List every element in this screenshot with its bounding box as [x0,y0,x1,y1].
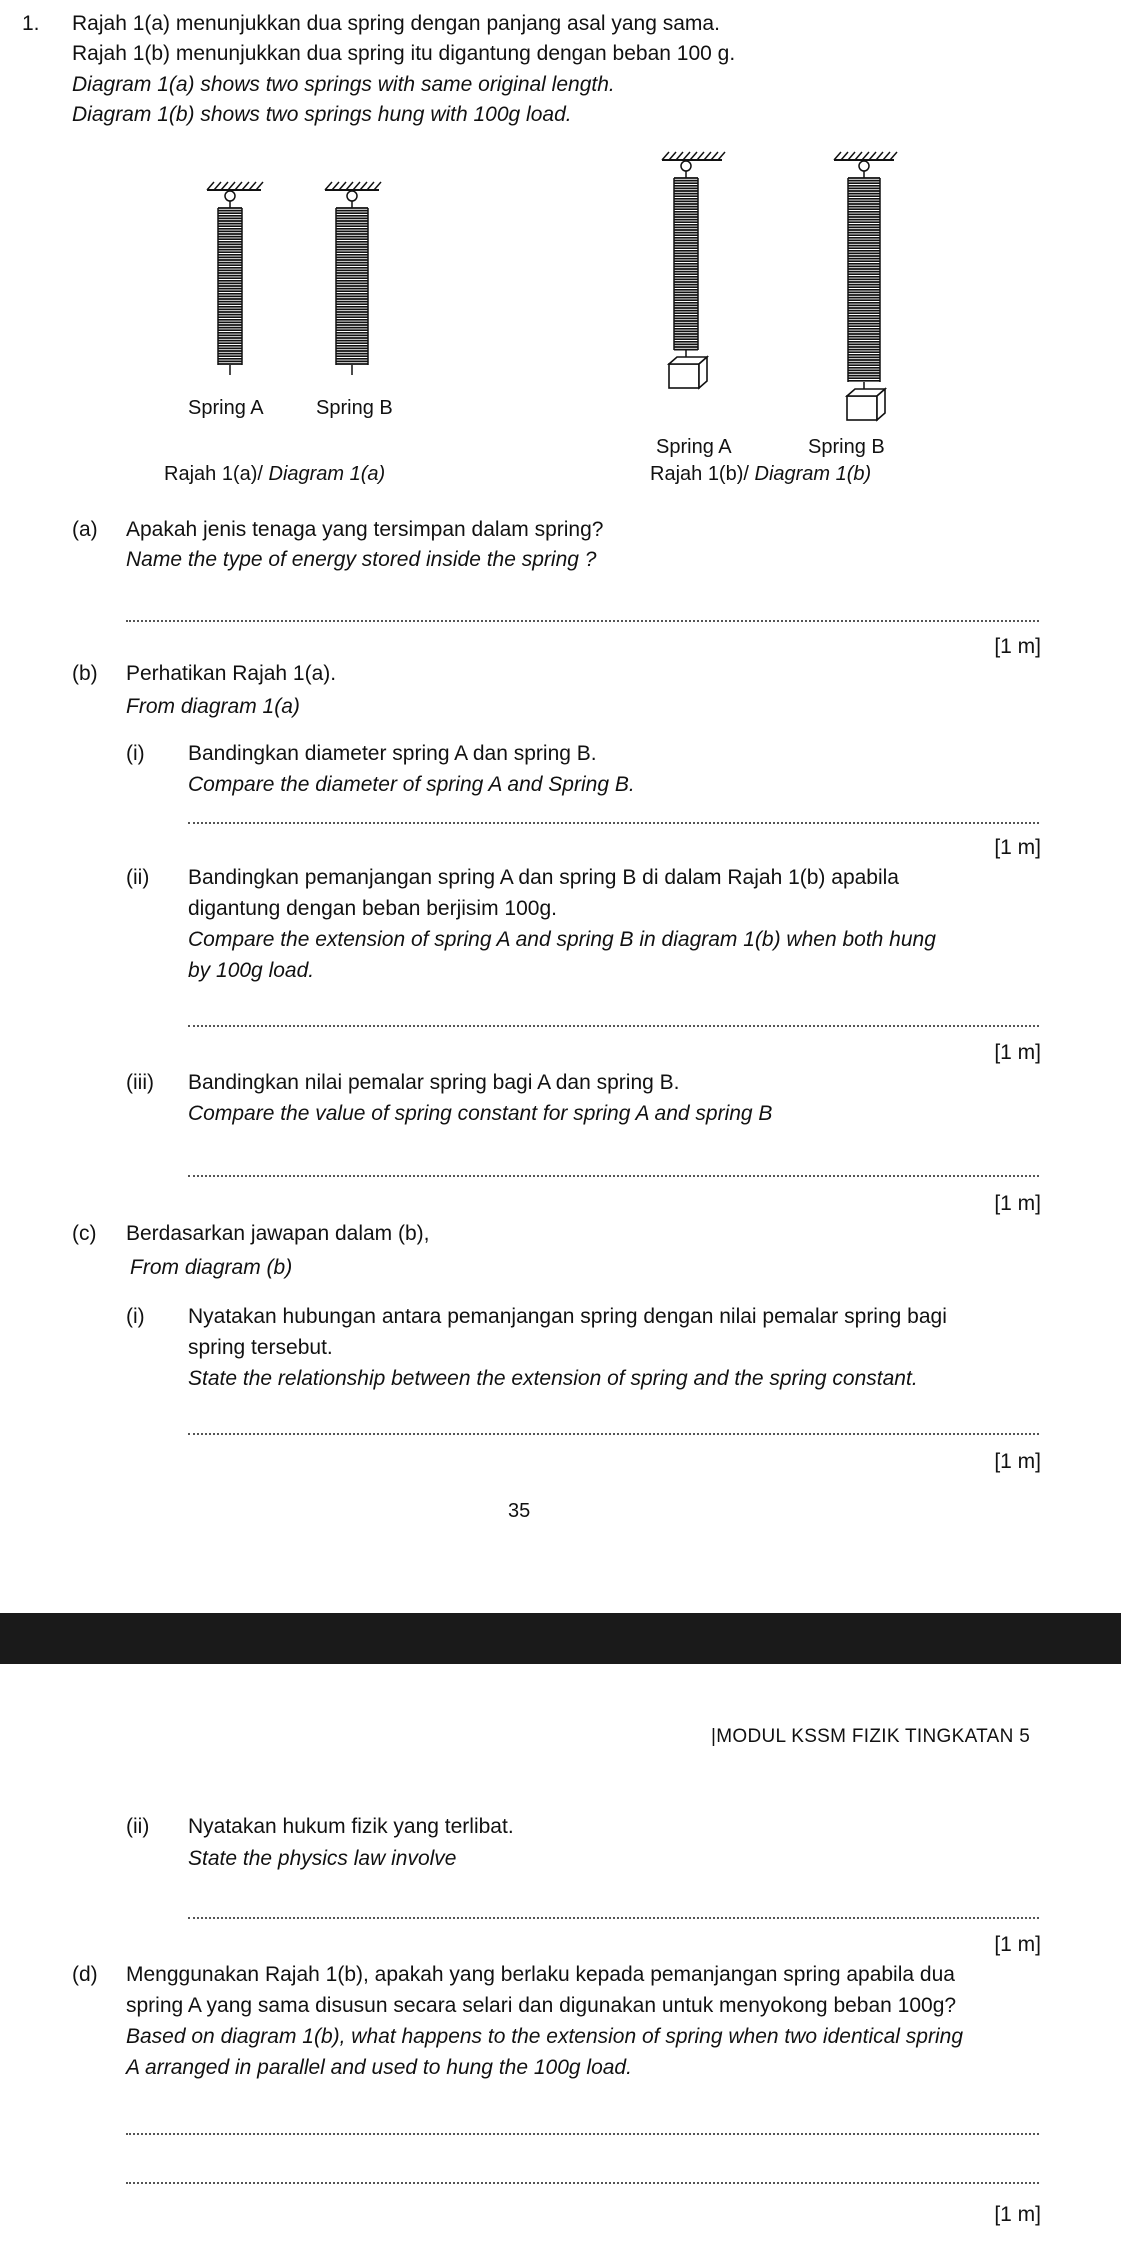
part-d-label: (d) [72,1963,98,1986]
intro-en-line1: Diagram 1(a) shows two springs with same original length. [72,73,615,96]
ceiling-1a-spring-b [325,182,381,190]
part-c-i-marks: [1 m] [994,1450,1041,1473]
intro-ms-line1: Rajah 1(a) menunjukkan dua spring dengan panjang asal yang sama. [72,12,720,35]
diagram-1b-caption-ms: Rajah 1(b)/ [650,463,749,485]
diagram-1a-spring-b [336,191,368,375]
diagram-1b-caption-en: Diagram 1(b) [754,463,872,485]
part-c-i-ms-line1: Nyatakan hubungan antara pemanjangan spring dengan nilai pemalar spring bagi [188,1305,947,1328]
ceiling-1b-spring-b [834,152,897,160]
load-100g [669,357,707,388]
part-b-iii-label: (iii) [126,1071,154,1094]
part-b-ii-ms-line1: Bandingkan pemanjangan spring A dan spring B di dalam Rajah 1(b) apabila [188,866,899,889]
part-a-en: Name the type of energy stored inside the spring ? [126,548,597,571]
part-a-marks: [1 m] [994,635,1041,658]
part-d-answer-line-1[interactable] [126,2133,1039,2135]
part-d-ms-line1: Menggunakan Rajah 1(b), apakah yang berlaku kepada pemanjangan spring apabila dua [126,1963,955,1986]
part-b-ii-marks: [1 m] [994,1041,1041,1064]
diagram-1b-spring-b [847,161,885,420]
part-d-en-line2: A arranged in parallel and used to hung the 100g load. [126,2056,632,2079]
ceiling-1a-spring-a [207,182,263,190]
part-b-label: (b) [72,662,98,685]
part-d-answer-line-2[interactable] [126,2182,1039,2184]
part-b-ii-label: (ii) [126,866,150,889]
part-b-i-marks: [1 m] [994,836,1041,859]
diagram-1b-springs [662,152,897,420]
part-b-iii-marks: [1 m] [994,1192,1041,1215]
intro-en-line2: Diagram 1(b) shows two springs hung with 100g load. [72,103,572,126]
part-c-ii-ms: Nyatakan hukum fizik yang terlibat. [188,1815,514,1838]
part-c-ii-marks: [1 m] [994,1933,1041,1956]
part-b-en: From diagram 1(a) [126,695,300,718]
part-a-answer-line[interactable] [126,620,1039,622]
part-b-i-label: (i) [126,742,145,765]
diagram-1a-spring-b-label: Spring B [316,397,393,419]
diagram-1a-spring-a [218,191,242,375]
part-b-iii-answer-line[interactable] [188,1175,1039,1177]
part-c-i-ms-line2: spring tersebut. [188,1336,333,1359]
diagram-1a-figure [0,0,1121,480]
diagram-1a-caption-en: Diagram 1(a) [268,463,386,485]
page-number: 35 [508,1500,531,1522]
ceiling-1b-spring-a [662,152,725,160]
part-b-ii-ms-line2: digantung dengan beban berjisim 100g. [188,897,557,920]
part-b-i-answer-line[interactable] [188,822,1039,824]
diagram-1a-springs [207,182,381,375]
part-c-i-en: State the relationship between the extension of spring and the spring constant. [188,1367,918,1390]
part-d-en-line1: Based on diagram 1(b), what happens to the extension of spring when two identical spring [126,2025,964,2048]
part-d-marks: [1 m] [994,2203,1041,2226]
part-a-ms: Apakah jenis tenaga yang tersimpan dalam spring? [126,518,604,541]
intro-ms-line2: Rajah 1(b) menunjukkan dua spring itu digantung dengan beban 100 g. [72,42,736,65]
part-c-i-label: (i) [126,1305,145,1328]
diagram-1a-caption [164,463,385,486]
part-c-label: (c) [72,1222,97,1245]
part-c-ii-label: (ii) [126,1815,150,1838]
part-b-i-en: Compare the diameter of spring A and Spring B. [188,773,635,796]
part-b-ii-en-line1: Compare the extension of spring A and spring B in diagram 1(b) when both hung [188,928,936,951]
diagram-1b-spring-b-label: Spring B [808,436,885,458]
question-number: 1. [22,12,40,35]
diagram-1b-spring-a [669,161,707,388]
part-b-iii-en: Compare the value of spring constant for spring A and spring B [188,1102,773,1125]
part-b-ii-answer-line[interactable] [188,1025,1039,1027]
part-b-i-ms: Bandingkan diameter spring A dan spring B. [188,742,597,765]
diagram-1b-spring-a-label: Spring A [656,436,732,458]
diagram-1a-spring-a-label: Spring A [188,397,264,419]
part-c-i-answer-line[interactable] [188,1433,1039,1435]
part-b-ms: Perhatikan Rajah 1(a). [126,662,337,685]
part-c-ii-en: State the physics law involve [188,1847,457,1870]
part-c-ii-answer-line[interactable] [188,1917,1039,1919]
load-100g [847,389,885,420]
part-c-ms: Berdasarkan jawapan dalam (b), [126,1222,430,1245]
part-c-en: From diagram (b) [130,1256,293,1279]
running-header: |MODUL KSSM FIZIK TINGKATAN 5 [711,1726,1031,1747]
diagram-1a-caption-ms: Rajah 1(a)/ [164,463,263,485]
part-a-label: (a) [72,518,98,541]
part-b-iii-ms: Bandingkan nilai pemalar spring bagi A dan spring B. [188,1071,680,1094]
part-b-ii-en-line2: by 100g load. [188,959,315,982]
page-break-band [0,1613,1121,1664]
part-d-ms-line2: spring A yang sama disusun secara selari dan digunakan untuk menyokong beban 100g? [126,1994,957,2017]
diagram-1b-caption [650,463,871,486]
